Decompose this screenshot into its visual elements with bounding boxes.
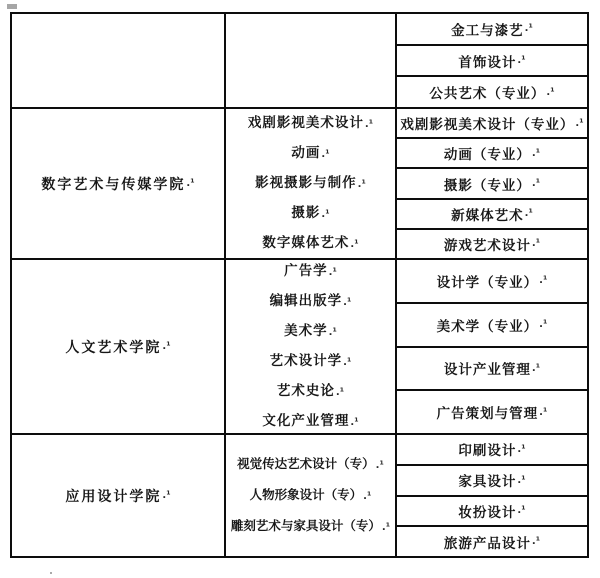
major-name: 雕刻艺术与家具设计（专） [230,518,381,533]
paragraph-mark: .¹ [531,178,541,189]
major-item [284,317,337,347]
paragraph-mark: .¹ [328,266,337,278]
middle-majors-cell-empty [226,14,397,107]
paragraph-mark: .¹ [524,23,533,35]
paragraph-mark: .¹ [350,416,359,428]
major-item [284,257,337,287]
middle-majors-cell [226,109,397,258]
program-name: 妆扮设计 [458,504,517,521]
major-item [270,287,352,317]
program-cell [397,525,587,556]
program-name: 美术学（专业） [436,318,539,335]
program-name: 设计产业管理 [443,362,531,379]
paragraph-mark: .¹ [162,490,171,501]
major-name: 广告学 [284,262,328,279]
program-name: 金工与漆艺 [451,22,524,39]
major-item [255,169,366,199]
college-name: 人文艺术学院 [65,339,162,356]
paragraph-mark: .¹ [321,148,330,160]
paragraph-mark: .¹ [321,208,330,220]
program-cell [397,228,587,258]
major-name: 文化产业管理 [262,412,350,429]
major-item [291,199,329,229]
table-block-humanities [12,258,587,433]
major-name: 艺术设计学 [269,352,343,369]
major-item [237,449,384,480]
program-cell [397,14,587,44]
program-column [397,109,587,258]
paragraph-mark: .¹ [375,460,384,471]
paragraph-mark: .¹ [350,238,359,250]
program-cell [397,167,587,197]
program-name: 设计学（专业） [436,274,539,291]
paragraph-mark: .¹ [335,386,345,398]
major-name: 戏剧影视美术设计 [247,114,364,131]
program-cell [397,495,587,526]
major-name: 动画 [291,144,321,161]
paragraph-mark: .¹ [517,443,526,455]
program-column [397,435,587,556]
major-name: 人物形象设计（专） [249,487,363,502]
major-item [250,480,372,511]
college-cell-empty [12,14,226,107]
paragraph-mark: .¹ [363,491,372,502]
program-cell [397,137,587,167]
major-name: 影视摄影与制作 [255,174,357,191]
paragraph-mark: .¹ [381,522,391,533]
program-name: 首饰设计 [458,54,517,71]
paragraph-mark: .¹ [539,319,548,331]
college-name: 应用设计学院 [65,488,162,505]
program-name: 印刷设计 [458,443,517,460]
college-cell [12,260,226,433]
table-block-digital-arts [12,107,587,258]
major-item [291,139,329,169]
scan-artifact-dot [50,572,52,574]
program-name: 游戏艺术设计 [443,237,531,254]
paragraph-mark: .¹ [531,362,541,374]
paragraph-mark: .¹ [186,178,195,189]
paragraph-mark: .¹ [531,238,541,250]
table-block-applied-design [12,433,587,556]
college-majors-table [10,12,589,558]
middle-majors-cell [226,435,397,556]
program-cell [397,198,587,228]
paragraph-mark: .¹ [343,356,352,368]
program-name: 戏剧影视美术设计（专业） [400,117,575,134]
program-cell [397,389,587,433]
program-cell [397,302,587,346]
paragraph-mark: .¹ [531,147,541,159]
paragraph-mark: .¹ [531,536,541,548]
program-column [397,260,587,433]
paragraph-mark: .¹ [364,118,374,130]
major-name: 摄影 [291,204,321,221]
paragraph-mark: .¹ [524,208,533,220]
major-item [270,347,352,377]
program-name: 家具设计 [458,474,517,491]
paragraph-mark: .¹ [517,505,526,517]
major-item [277,377,344,407]
program-name: 广告策划与管理 [436,406,539,423]
program-name: 旅游产品设计 [443,535,531,552]
program-name: 动画（专业） [443,147,531,164]
major-item [248,109,373,139]
paragraph-mark: .¹ [546,86,555,98]
major-item [262,229,358,259]
college-cell [12,435,226,556]
major-name: 美术学 [284,322,328,339]
program-name: 摄影（专业） [443,177,531,194]
program-name: 新媒体艺术 [451,207,524,224]
paragraph-mark: .¹ [539,275,548,287]
program-cell [397,75,587,107]
major-item [262,407,358,437]
paragraph-mark: .¹ [517,474,526,486]
paragraph-mark: .¹ [357,178,366,190]
table-block-continuation [12,14,587,107]
major-name: 艺术史论 [276,382,335,399]
middle-majors-cell [226,260,397,433]
college-cell [12,109,226,258]
college-name: 数字艺术与传媒学院 [41,176,186,193]
major-name: 视觉传达艺术设计（专） [237,456,375,471]
paragraph-mark: .¹ [162,341,171,352]
program-cell [397,346,587,390]
major-item [231,511,390,542]
major-name: 编辑出版学 [269,292,343,309]
program-cell [397,109,587,137]
paragraph-mark: .¹ [343,296,352,308]
paragraph-mark: .¹ [328,326,337,338]
paragraph-mark: .¹ [575,117,584,129]
major-name: 数字媒体艺术 [262,234,350,251]
paragraph-mark: .¹ [539,406,548,418]
program-cell [397,260,587,302]
program-cell [397,44,587,76]
program-column [397,14,587,107]
table-resize-handle [7,4,17,9]
program-cell [397,464,587,495]
program-name: 公共艺术（专业） [429,86,546,103]
paragraph-mark: .¹ [517,55,526,66]
program-cell [397,435,587,464]
